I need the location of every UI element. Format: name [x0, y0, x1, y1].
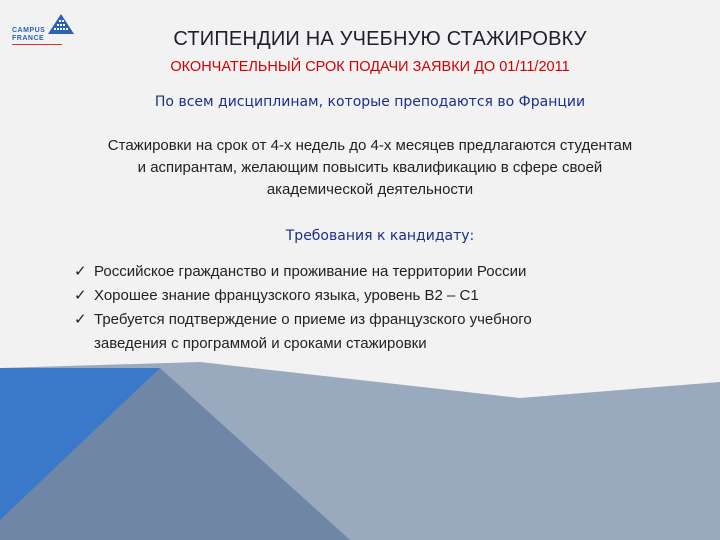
requirements-list — [72, 260, 672, 356]
requirement-text: Хорошее знание французского языка, уровень В2 – С1 — [94, 287, 479, 304]
description-paragraph — [60, 135, 680, 201]
description-line: Стажировки на срок от 4-х недель до 4-х месяцев предлагаются студентам — [107, 137, 633, 154]
logo-underline — [12, 44, 62, 45]
requirements-heading: Требования к кандидату: — [285, 228, 475, 244]
list-item — [72, 308, 672, 356]
subtitle: По всем дисциплинам, которые преподаются во Франции — [154, 94, 586, 110]
requirement-text: Требуется подтверждение о приеме из французского учебного — [94, 311, 532, 328]
list-item — [72, 260, 672, 284]
logo-triangle-icon — [46, 12, 76, 36]
deadline-text: ОКОНЧАТЕЛЬНЫЙ СРОК ПОДАЧИ ЗАЯВКИ ДО 01/11/2011 — [170, 59, 570, 75]
decorative-bottom-shapes — [0, 360, 720, 540]
requirement-text: Российское гражданство и проживание на территории России — [94, 263, 527, 280]
checkmark-icon: ✓ — [74, 311, 87, 328]
logo-word-france: FRANCE — [12, 35, 45, 42]
slide-title: СТИПЕНДИИ НА УЧЕБНУЮ СТАЖИРОВКУ — [173, 28, 587, 50]
requirement-text-continued: заведения с программой и сроками стажировки — [94, 335, 427, 352]
description-line: академической деятельности — [266, 181, 474, 198]
description-line: и аспирантам, желающим повысить квалификацию в сфере своей — [137, 159, 603, 176]
checkmark-icon: ✓ — [74, 263, 87, 280]
logo-word-campus: CAMPUS — [12, 27, 46, 34]
checkmark-icon: ✓ — [74, 287, 87, 304]
campus-france-logo — [10, 10, 80, 50]
list-item — [72, 284, 672, 308]
